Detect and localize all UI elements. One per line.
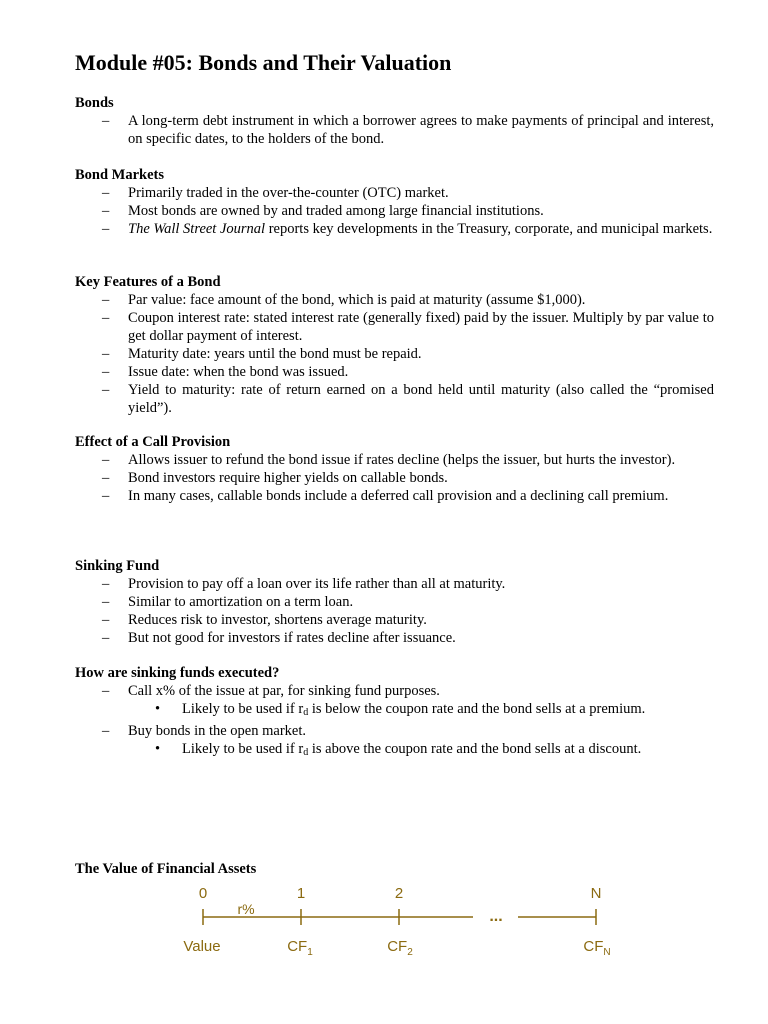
period-n-label: N (590, 885, 602, 902)
list-item: – Allows issuer to refund the bond issue if rates decline (helps the issuer, but hurts the investor). (102, 452, 676, 468)
dash-bullet: – (102, 310, 110, 326)
dash-bullet: – (102, 630, 110, 646)
list-item: – Most bonds are owned by and traded among large financial institutions. (102, 203, 544, 219)
dash-bullet: – (102, 185, 110, 201)
list-item: – Primarily traded in the over-the-counter (OTC) market. (102, 185, 449, 201)
list-item: – Maturity date: years until the bond must be repaid. (102, 346, 422, 362)
cf1-label: $CF_1$ (287, 938, 313, 958)
section-call-provision (75, 433, 714, 505)
section-heading: Key Features of a Bond (75, 274, 221, 290)
period-1-label: 1 (296, 885, 306, 902)
list-item: – Similar to amortization on a term loan. (102, 594, 354, 610)
round-bullet: • (155, 741, 161, 757)
dash-bullet: – (102, 346, 110, 362)
section-key-features (75, 273, 714, 417)
list-item: – Reduces risk to investor, shortens average maturity. (102, 612, 427, 628)
list-item: – Buy bonds in the open market. (102, 723, 307, 739)
list-item: – Issue date: when the bond was issued. (102, 364, 349, 380)
sub-list-item: • Likely to be used if rd is above the coupon rate and the bond sells at a discount. (155, 741, 642, 758)
section-bond-markets (75, 166, 714, 238)
dash-bullet: – (102, 364, 110, 380)
list-item: – Par value: face amount of the bond, which is paid at maturity (assume $1,000). (102, 292, 586, 308)
timeline-ellipsis: ... (489, 908, 503, 925)
dash-bullet: – (102, 612, 110, 628)
timeline-diagram (0, 878, 768, 978)
dash-bullet: – (102, 203, 110, 219)
section-heading: How are sinking funds executed? (75, 665, 280, 681)
period-2-label: 2 (394, 885, 404, 902)
section-heading: Bonds (75, 95, 114, 111)
dash-bullet: – (102, 576, 110, 592)
dash-bullet: – (102, 470, 110, 486)
section-value-financial-assets (75, 860, 714, 878)
list-item: – Bond investors require higher yields on callable bonds. (102, 470, 448, 486)
value-label: Value (183, 938, 221, 955)
dash-bullet: – (102, 382, 110, 398)
dash-bullet: – (102, 113, 110, 129)
list-item: – Call x% of the issue at par, for sinking fund purposes. (102, 683, 440, 699)
section-sinking-fund (75, 557, 714, 647)
page-title: Module #05: Bonds and Their Valuation (75, 50, 452, 75)
list-item: – Yield to maturity: rate of return earned on a bond held until maturity (also called the “promised yield”). (102, 382, 714, 416)
round-bullet: • (155, 701, 161, 717)
list-item: – Coupon interest rate: stated interest rate (generally fixed) paid by the issuer. Multiply by par value to get dollar payment of interest. (102, 310, 714, 344)
list-item: – Provision to pay off a loan over its life rather than all at maturity. (102, 576, 506, 592)
section-heading: Sinking Fund (75, 558, 160, 574)
section-heading: Bond Markets (75, 167, 165, 183)
dash-bullet: – (102, 723, 110, 739)
section-heading: The Value of Financial Assets (75, 861, 257, 877)
dash-bullet: – (102, 488, 110, 504)
period-0-label: 0 (198, 885, 208, 902)
sub-list-item: • Likely to be used if rd is below the coupon rate and the bond sells at a premium. (155, 701, 646, 718)
list-item: – A long-term debt instrument in which a borrower agrees to make payments of principal and interest, on specific dates, to the holders of the bond. (102, 113, 714, 147)
dash-bullet: – (102, 452, 110, 468)
dash-bullet: – (102, 292, 110, 308)
cf2-label: $CF_2$ (387, 938, 413, 958)
journal-title: The Wall Street Journal (128, 221, 266, 237)
section-sinking-execution (75, 664, 714, 762)
dash-bullet: – (102, 221, 110, 237)
list-item: – In many cases, callable bonds include a deferred call provision and a declining call premium. (102, 488, 669, 504)
rate-label: r% (237, 901, 255, 917)
dash-bullet: – (102, 594, 110, 610)
list-item: – The Wall Street Journal reports key developments in the Treasury, corporate, and municipal markets. (102, 221, 713, 237)
dash-bullet: – (102, 683, 110, 699)
section-bonds (75, 94, 714, 148)
list-item: – But not good for investors if rates decline after issuance. (102, 630, 456, 646)
cfn-label: $CF_N$ (583, 938, 611, 958)
section-heading: Effect of a Call Provision (75, 434, 231, 450)
